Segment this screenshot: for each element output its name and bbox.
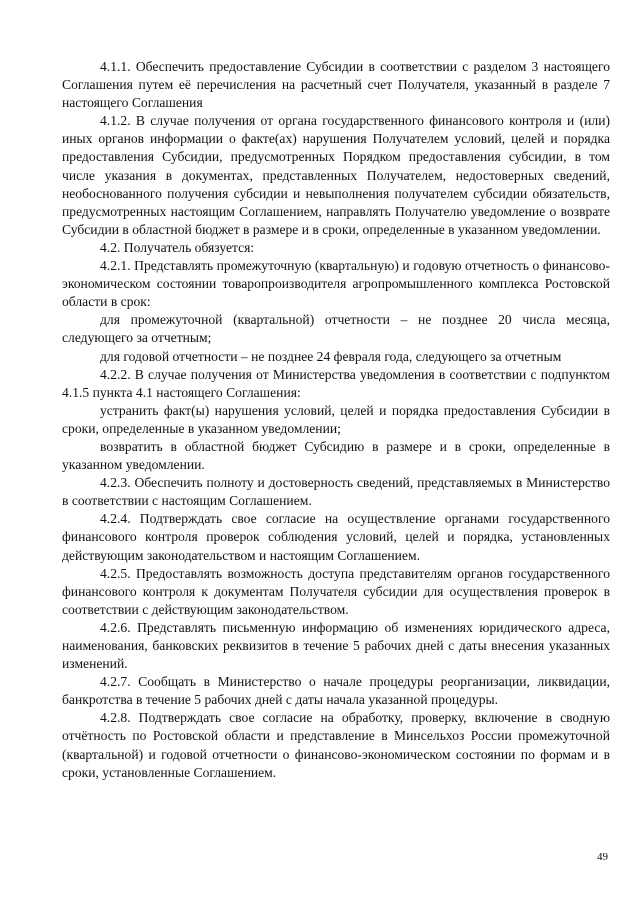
paragraph-4-2-6: 4.2.6. Представлять письменную информацию об изменениях юридического адреса, наименования, банковских реквизитов в течение 5 рабочих дней с даты внесения указанных изменений. bbox=[62, 619, 610, 672]
paragraph-4-2-2-eliminate: устранить факт(ы) нарушения условий, целей и порядка предоставления Субсидии в сроки, определенные в указанном уведомлении; bbox=[62, 402, 610, 436]
paragraph-4-2-2: 4.2.2. В случае получения от Министерства уведомления в соответствии с подпунктом 4.1.5 пункта 4.1 настоящего Соглашения: bbox=[62, 366, 610, 400]
document-body bbox=[62, 58, 610, 782]
paragraph-4-1-2: 4.1.2. В случае получения от органа государственного финансового контроля и (или) иных органов информации о факте(ах) нарушения Получателем условий, целей и порядка предоставления Субсидии, предусмотренных Порядком предоставления субсидии, в том числе указания в документах, представленных Получателем, недостоверных сведений, необоснованного получения субсидии и невыполнения получателем субсидии обязательств, предусмотренных настоящим Соглашением, направлять Получателю уведомление о возврате Субсидии в областной бюджет в размере и в сроки, определенные в указанном уведомлении. bbox=[62, 113, 610, 237]
paragraph-4-2-5: 4.2.5. Предоставлять возможность доступа представителям органов государственного финансового контроля к документам Получателя субсидии для осуществления проверок в соответствии с действующим законодательством. bbox=[62, 565, 610, 617]
paragraph-4-2: 4.2. Получатель обязуется: bbox=[100, 239, 255, 255]
paragraph-4-1-1: 4.1.1. Обеспечить предоставление Субсидии в соответствии с разделом 3 настоящего Соглашения путем её перечисления на расчетный счет Получателя, указанный в разделе 7 настоящего Соглашения bbox=[62, 59, 610, 111]
page-number: 49 bbox=[597, 851, 608, 863]
paragraph-4-2-3: 4.2.3. Обеспечить полноту и достоверность сведений, представляемых в Министерство в соответствии с настоящим Соглашением. bbox=[62, 475, 610, 509]
paragraph-4-2-8: 4.2.8. Подтверждать свое согласие на обработку, проверку, включение в сводную отчётность по Ростовской области и представление в Минсельхоз России промежуточной (квартальной) и годовой отчетности о финансово-экономическом состоянии по формам и в сроки, установленные Соглашением. bbox=[62, 710, 610, 780]
paragraph-4-2-4: 4.2.4. Подтверждать свое согласие на осуществление органами государственного финансового контроля проверок соблюдения условий, целей и порядка, установленных действующим законодательством и настоящим Соглашением. bbox=[62, 511, 610, 563]
paragraph-4-2-7: 4.2.7. Сообщать в Министерство о начале процедуры реорганизации, ликвидации, банкротства в течение 5 рабочих дней с даты начала указанной процедуры. bbox=[62, 674, 610, 708]
paragraph-4-2-1: 4.2.1. Представлять промежуточную (квартальную) и годовую отчетность о финансово-экономическом состоянии товаропроизводителя агропромышленного комплекса Ростовской области в срок: bbox=[62, 258, 610, 310]
paragraph-4-2-1-annual: для годовой отчетности – не позднее 24 февраля года, следующего за отчетным bbox=[100, 348, 562, 364]
paragraph-4-2-1-quarterly: для промежуточной (квартальной) отчетности – не позднее 20 числа месяца, следующего за отчетным; bbox=[62, 312, 610, 346]
paragraph-4-2-2-return: возвратить в областной бюджет Субсидию в размере и в сроки, определенные в указанном уведомлении. bbox=[62, 438, 610, 473]
